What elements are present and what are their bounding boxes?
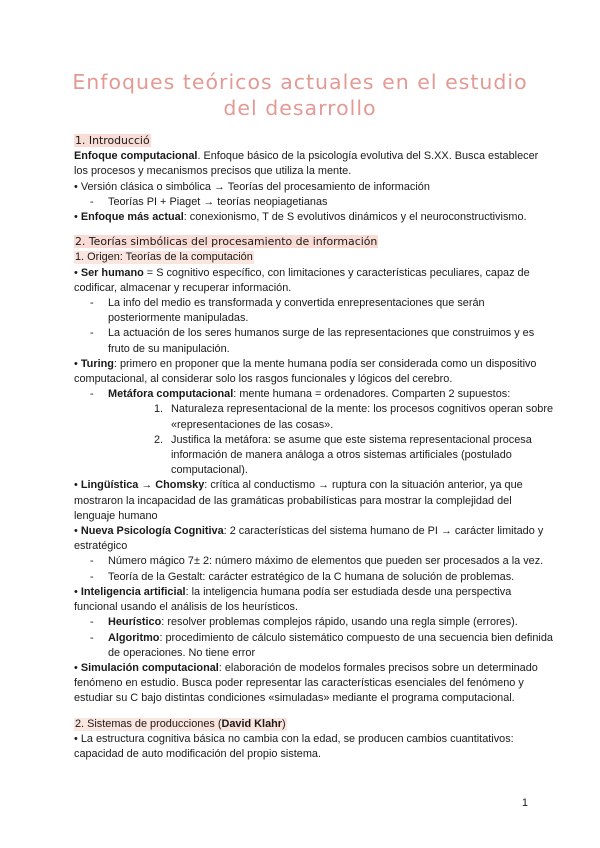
numbered-item-1 [74,402,554,432]
item-number: 1. [154,403,164,416]
section-heading-teorias-simbolicas: 2. Teorías simbólicas del procesamiento de información [75,235,378,249]
bold-term: Inteligencia artificial [80,585,186,598]
dash-item: - La info del medio es transformada y convertida enrepresentaciones que serán posteriormente manipuladas. [74,296,554,326]
numbered-item-2 [74,433,554,479]
bullet-enfoque-actual: • Enfoque más actual: conexionismo, T de S evolutivos dinámicos y el neuroconstructivismo. [74,211,527,224]
bullet-text: : conexionismo, T de S evolutivos dinámicos y el neuroconstructivismo. [183,211,527,224]
subsection-heading-origen: 1. Origen: Teorías de la computación [75,251,253,264]
dash-item: - Teorías PI + Piaget → teorías neopiagetianas [74,195,554,210]
bullet-text: : crítica al conductismo → ruptura con la situación anterior, ya que mostraron la incapacidad de las gramáticas probabilísticas para mostrar la complejidad del lenguaje humano [74,479,523,522]
bullet-version-clasica: • Versión clásica o simbólica → Teorías del procesamiento de información [74,180,430,193]
bold-term: Ser humano [80,266,144,279]
bold-term: Nueva Psicología Cognitiva [80,525,224,538]
section-heading-introduccion: 1. Introducció [75,134,150,147]
bullet-text: : 2 características del sistema humano de PI → carácter limitado y estratégico [74,525,544,553]
subsection-text: 2. Sistemas de producciones ( [75,717,222,730]
bold-term: Metáfora computacional [108,388,234,401]
bold-term: Simulación computacional [80,661,219,674]
document-title-line-2: del desarrollo [223,96,377,120]
bullet-text: : primero en proponer que la mente humana podía ser considerada como un dispositivo computacional, al considerar solo los rasgos funcionales y lógicos del cerebro. [74,357,537,386]
bold-term: Turing [80,357,114,370]
page-number: 1 [521,797,528,809]
bullet-text: : elaboración de modelos formales precisos sobre un determinado fenómeno en estudio. Busca poder representar las características esenciales del fenómeno y estudiar su C bajo distintas condiciones «simuladas» mediante el programa computacional. [74,661,538,705]
dash-item: - Teoría de la Gestalt: carácter estratégico de la C humana de solución de problemas. [74,570,554,585]
bullet-text: : la inteligencia humana podía ser estudiada desde una perspectiva funcional usando el análisis de los heurísticos. [74,585,512,614]
item-number: 2. [154,433,164,446]
dash-item-heuristico [74,615,554,630]
bullet-simulacion: • Simulación computacional: elaboración de modelos formales precisos sobre un determinado fenómeno en estudio. Busca poder representar las características esenciales del fenómeno y estudiar su C bajo distintas condiciones «simuladas» mediante el programa computacional. [74,661,538,705]
item-text: Naturaleza representacional de la mente: los procesos cognitivos operan sobre «representaciones de las cosas». [171,403,553,431]
paragraph-text: . Enfoque básico de la psicología evolutiva del S.XX. Busca establecer los procesos y mecanismos precisos que utiliza la mente. [74,150,539,178]
bold-term: Algoritmo [108,631,160,644]
bold-author: David Klahr [221,717,283,730]
dash-text: : resolver problemas complejos rápido, usando una regla simple (errores). [161,616,518,629]
subsection-close: ) [282,717,286,730]
paragraph-enfoque-computacional [74,149,554,179]
dash-text: : mente humana = ordenadores. Comparten 2 supuestos: [233,388,511,401]
bullet-text: = S cognitivo específico, con limitaciones y características peculiares, capaz de codificar, almacenar y recuperar información. [74,266,530,294]
dash-item: - Número mágico 7± 2: número máximo de elementos que pueden ser procesados a la vez. [74,554,554,569]
bold-term: Enfoque más actual [80,211,184,224]
document-title-line-1: Enfoques teóricos actuales en el estudio [72,70,528,94]
item-text: Justifica la metáfora: se asume que este sistema representacional procesa información de manera análoga a otros sistemas artificiales (postulado computacional). [171,433,532,477]
subsection-heading-sistemas-producciones [74,718,287,731]
document-body [74,134,554,762]
bold-term: Heurístico [108,616,162,629]
dash-item-metafora [74,387,554,402]
dash-item-algoritmo [74,631,554,661]
dash-item: - La actuación de los seres humanos surge de las representaciones que construimos y es fruto de su manipulación. [74,326,554,356]
bullet-ser-humano: • Ser humano = S cognitivo específico, con limitaciones y características peculiares, capaz de codificar, almacenar y recuperar información. [74,266,530,294]
bullet-linguistica: • Lingüística → Chomsky: crítica al conductismo → ruptura con la situación anterior, ya que mostraron la incapacidad de las gramáticas probabilísticas para mostrar la complejidad del lenguaje humano [74,479,523,522]
dash-text: : procedimiento de cálculo sistemático compuesto de una secuencia bien definida de operaciones. No tiene error [108,631,553,659]
bold-term: Lingüística → Chomsky [80,479,205,492]
bullet-turing: • Turing: primero en proponer que la mente humana podía ser considerada como un dispositivo computacional, al considerar solo los rasgos funcionales y lógicos del cerebro. [74,357,537,386]
bold-term: Enfoque computacional [74,150,198,163]
bullet-inteligencia-artificial: • Inteligencia artificial: la inteligencia humana podía ser estudiada desde una perspectiva funcional usando el análisis de los heurísticos. [74,585,512,614]
bullet-nueva-psicologia: • Nueva Psicología Cognitiva: 2 características del sistema humano de PI → carácter limitado y estratégico [74,525,544,553]
bullet-estructura-cognitiva: • La estructura cognitiva básica no cambia con la edad, se producen cambios cuantitativos: capacidad de auto modificación del propio sistema. [74,732,514,760]
